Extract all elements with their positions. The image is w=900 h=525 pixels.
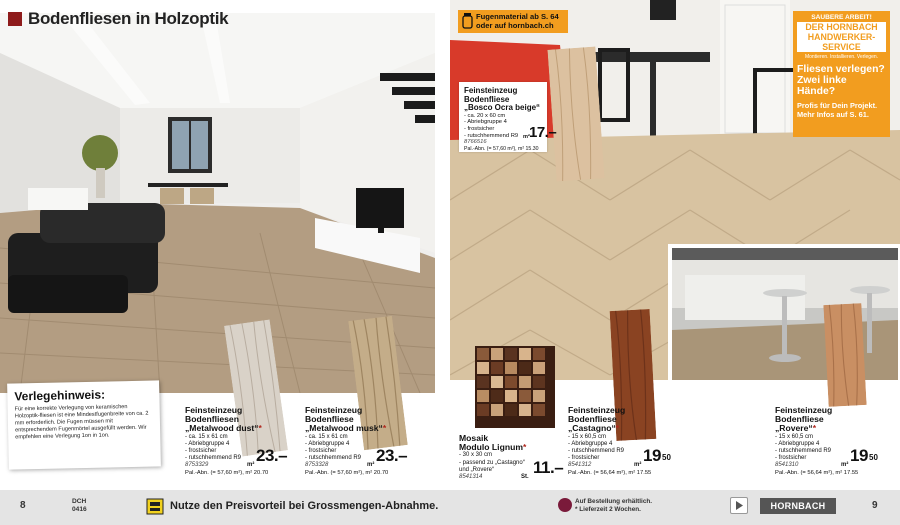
spec-line: - frostsicher — [185, 448, 217, 455]
price: 19 — [643, 446, 661, 465]
service-brand: DER HORNBACH — [797, 22, 886, 33]
base-price: Pal.-Abn. (= 56,64 m²), m² 17.55 — [775, 469, 859, 476]
availability-star: * — [522, 442, 527, 453]
craftsman-service-box[interactable] — [793, 11, 890, 137]
article-number: 8753329 — [185, 462, 209, 469]
spec-line: - rutschhemmend R9 — [185, 455, 242, 462]
tile-sample-mosaic-lignum — [475, 346, 555, 428]
service-info: Profis für Dein Projekt. Mehr Infos auf S. 61. — [797, 101, 878, 120]
left-page — [0, 0, 450, 490]
base-price: Pal.-Abn. (= 56,64 m²), m² 17.55 — [568, 469, 652, 476]
spec-line: und „Rovere“ — [459, 466, 495, 473]
spec-line: - rutschhemmend R9 — [775, 448, 832, 455]
order-note — [575, 498, 652, 514]
product-name: Feinsteinzeug — [305, 405, 363, 415]
laying-hint-box — [7, 380, 161, 469]
hornbach-logo[interactable]: HORNBACH — [760, 498, 836, 514]
product-name: „Metalwood dust“* — [185, 423, 262, 434]
tile-sample-bosco-ocra — [547, 46, 604, 181]
spec-line: - frostsicher — [464, 125, 495, 132]
catalog-code — [72, 498, 87, 514]
order-note-line: Auf Bestellung erhältlich. — [575, 498, 653, 505]
spec-line: - frostsicher — [568, 455, 600, 462]
availability-star: * — [812, 423, 817, 434]
article-number: 8753328 — [305, 462, 329, 469]
price-unit: St. — [521, 474, 529, 480]
title-marker — [8, 12, 22, 26]
price-unit: m² — [247, 462, 255, 468]
spec-line: - ca. 15 x 61 cm — [305, 433, 348, 440]
article-number: 8766516 — [464, 139, 487, 146]
spec-line: - ca. 15 x 61 cm — [185, 433, 228, 440]
spec-line: - passend zu „Castagno“ — [459, 459, 525, 466]
availability-star: * — [258, 423, 262, 434]
spec-line: - rutschhemmend R9 — [568, 448, 625, 455]
base-price: Pal.-Abn. (= 57,60 m²), m² 20.70 — [185, 469, 269, 476]
article-number: 8541314 — [459, 474, 483, 481]
spec-line: - frostsicher — [775, 455, 807, 462]
price: 17.– — [529, 124, 557, 141]
price-unit: m² — [841, 462, 849, 468]
product-name: Bodenfliese — [305, 414, 354, 425]
product-metalwood-musk — [305, 405, 408, 482]
product-name: Bodenfliesen — [185, 414, 239, 425]
spec-line: - Abriebgruppe 4 — [775, 440, 820, 447]
service-question: Fliesen verlegen? Zwei linke Hände? — [797, 64, 885, 98]
price-unit: m² — [634, 462, 642, 468]
product-mosaic-modulo-lignum — [459, 433, 564, 484]
page-title-bar — [8, 8, 228, 30]
hint-title: Verlegehinweis: — [14, 387, 106, 404]
order-note-line: * Lieferzeit 2 Wochen. — [575, 506, 641, 513]
spec-line: - Abriebgruppe 4 — [305, 440, 350, 447]
tile-sample-rovere — [823, 303, 866, 407]
service-tagline: Montieren. Installieren. Verlegen. — [804, 54, 879, 61]
spec-line: - frostsicher — [305, 448, 337, 455]
product-metalwood-dust — [185, 405, 288, 482]
base-price: Pal.-Abn. (= 57,60 m²), m² 20.70 — [305, 469, 389, 476]
price: 11.– — [533, 458, 564, 477]
grout-tube-icon — [462, 13, 473, 29]
spec-line: - rutschhemmend R9 — [464, 132, 519, 139]
page-number-left: 8 — [20, 500, 26, 511]
product-name: „Metalwood musk“* — [305, 423, 387, 434]
product-name: Feinsteinzeug — [568, 405, 626, 415]
product-name: „Rovere“* — [775, 423, 817, 434]
product-name: Feinsteinzeug — [775, 405, 833, 415]
product-name: Feinsteinzeug Bodenfliese — [464, 86, 518, 104]
price: 23.– — [376, 446, 408, 465]
delivery-clock-icon — [558, 498, 572, 512]
product-card-bosco-ocra — [459, 82, 557, 152]
catalog-code-line: 0416 — [72, 506, 87, 513]
spec-line: - rutschhemmend R9 — [305, 455, 362, 462]
hint-text: Für eine korrekte Verlegung von keramischen Holzoptik-fliesen ist eine Mindestfugenbreite von ca. 2 mm erforderlich. Die Fugen müssen mit entsprechendem Fugenmörtel ausgefüllt werden. Wir empfehlen eine Verlegung 1on in 1on. — [14, 404, 149, 441]
badge-line: oder auf hornbach.ch — [476, 21, 554, 30]
spec-line: - 15 x 60,5 cm — [775, 433, 814, 440]
price-unit: m² — [523, 134, 530, 140]
discount-hint-icon — [146, 498, 164, 515]
article-number: 8541310 — [775, 462, 799, 469]
price-cents: 50 — [869, 453, 878, 462]
spec-line: - Abriebgruppe 4 — [568, 440, 613, 447]
product-rovere — [775, 406, 893, 482]
service-brand: HANDWERKER- — [797, 33, 886, 42]
price-unit: m² — [367, 462, 375, 468]
page-title: Bodenfliesen in Holzoptik — [28, 9, 229, 28]
spec-line: - Abriebgruppe 4 — [464, 119, 507, 126]
footer-slogan: Nutze den Preisvorteil bei Grossmengen-Abnahme. — [170, 500, 439, 512]
spec-line: - Abriebgruppe 4 — [185, 440, 230, 447]
base-price: Pal.-Abn. (= 57,60 m²), m² 15.30 — [464, 145, 539, 152]
availability-star: * — [615, 423, 620, 434]
page-footer — [0, 490, 900, 525]
product-name: Feinsteinzeug — [185, 405, 243, 415]
product-name: Modulo Lignum* — [459, 442, 527, 453]
service-brand: SERVICE — [797, 43, 886, 52]
spec-line: - 30 x 30 cm — [459, 452, 493, 459]
triangle-right-icon — [731, 498, 747, 513]
spec-line: - ca. 20 x 60 cm — [464, 112, 506, 119]
price: 19 — [850, 446, 868, 465]
product-name: Bodenfliese — [775, 414, 824, 425]
badge-line: Fugenmaterial ab S. 64 — [476, 12, 559, 21]
grout-material-badge[interactable] — [458, 10, 568, 33]
page-number-right: 9 — [872, 500, 878, 511]
article-number: 8541312 — [568, 462, 592, 469]
price: 23.– — [256, 446, 288, 465]
spec-line: - 15 x 60,5 cm — [568, 433, 607, 440]
product-castagno — [568, 406, 678, 482]
right-page — [450, 0, 900, 490]
product-name: Mosaik — [459, 433, 489, 443]
next-page-button[interactable] — [730, 497, 748, 514]
product-name: „Castagno“* — [568, 423, 620, 434]
catalog-code-line: DCH — [72, 498, 87, 505]
service-kicker: SAUBERE ARBEIT! — [811, 14, 872, 21]
price-cents: 50 — [662, 453, 671, 462]
product-name: „Bosco Ocra beige“ — [464, 103, 541, 113]
product-name: Bodenfliese — [568, 414, 617, 425]
availability-star: * — [382, 423, 387, 434]
